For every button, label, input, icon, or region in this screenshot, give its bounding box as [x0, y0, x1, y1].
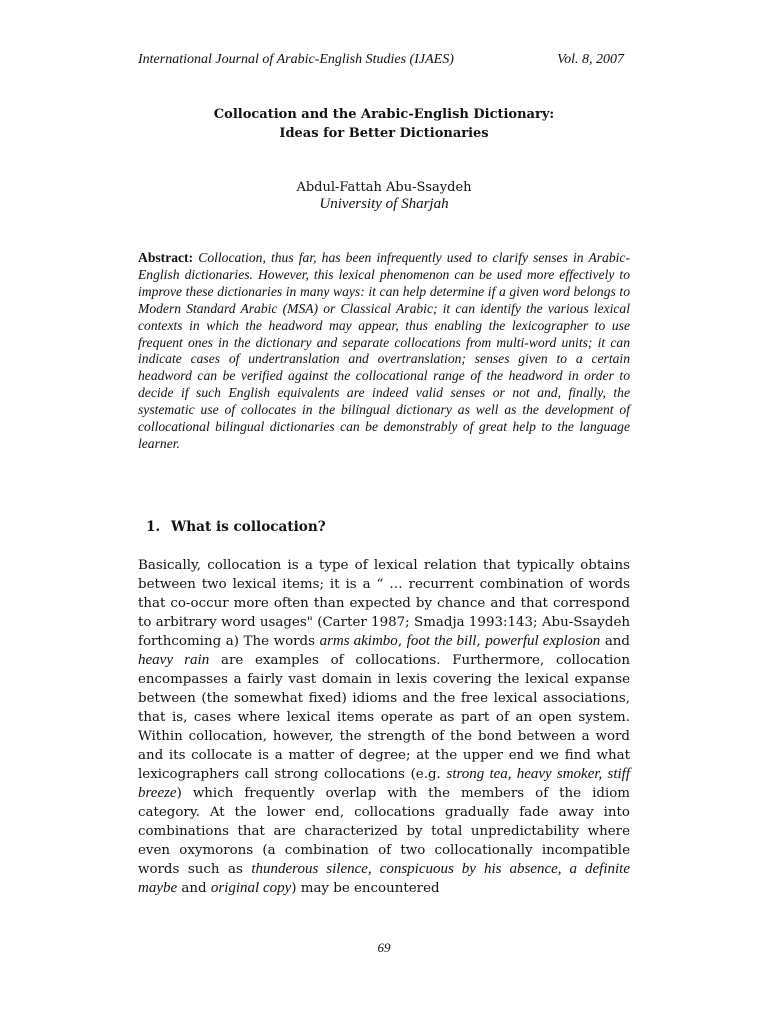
- body-paragraph: [138, 556, 630, 898]
- journal-name: International Journal of Arabic-English Studies (IJAES): [138, 52, 454, 67]
- section-heading: [146, 519, 326, 535]
- body-text: ) which frequently overlap with the members of the idiom category. At the lower end, collocations gradually fade away into combinations that are characterized by total unpredictability where even oxymorons (a combination of two collocationally incompatible words such as: [138, 786, 630, 877]
- author-affiliation: University of Sharjah: [319, 196, 449, 212]
- title-line-1: Collocation and the Arabic-English Dictionary:: [213, 107, 555, 122]
- article-title: [138, 105, 630, 143]
- body-text: Basically, collocation is a type of lexical relation that typically obtains between two lexical items; it is a “ … recurrent combination of words that co-occur more often than expected by chance and that correspond to arbitrary word usages" (Carter 1987; Smadja 1993:143; Abu-Ssaydeh forthcoming a) The words: [138, 558, 630, 649]
- abstract-label: Abstract:: [138, 250, 194, 265]
- author-name: Abdul-Fattah Abu-Ssaydeh: [296, 180, 472, 195]
- body-text: ,: [476, 634, 486, 649]
- page-number: 69: [377, 940, 391, 955]
- example-phrase: thunderous silence, conspicuous by his absence, a definite maybe: [138, 861, 630, 896]
- abstract: [138, 250, 630, 453]
- abstract-text: Collocation, thus far, has been infrequently used to clarify senses in Arabic-English dictionaries. However, this lexical phenomenon can be used more effectively to improve these dictionaries in many ways: it can help determine if a given word belongs to Modern Standard Arabic (MSA) or Classical Arabic; it can identify the various lexical contexts in which the headword may appear, thus enabling the lexicographer to use frequent ones in the dictionary and separate collocations from multi-word units; it can indicate cases of undertranslation and overtranslation; senses given to a certain headword can be verified against the collocational range of the headword in order to decide if such English equivalents are indeed valid senses or not and, finally, the systematic use of collocates in the bilingual dictionary as well as the development of collocational bilingual dictionaries can be demonstrably of great help to the language learner.: [138, 250, 630, 451]
- running-header: [138, 52, 624, 68]
- example-phrase: arms akimbo: [319, 633, 398, 649]
- example-phrase: original copy: [210, 880, 292, 896]
- example-phrase: powerful explosion: [485, 633, 601, 649]
- section-title: What is collocation?: [171, 519, 326, 535]
- example-phrase: heavy rain: [138, 652, 210, 668]
- body-text: and: [177, 881, 211, 896]
- volume-info: Vol. 8, 2007: [557, 52, 624, 67]
- example-phrase: foot the bill: [406, 633, 477, 649]
- body-text: ) may be encountered: [291, 881, 440, 896]
- body-text: ,: [397, 634, 407, 649]
- body-text: are examples of collocations. Furthermore, collocation encompasses a fairly vast domain in lexis covering the lexical expanse between (the somewhat fixed) idioms and the free lexical associations, that is, cases where lexical items operate as part of an open system. Within collocation, however, the strength of the bond between a word and its collocate is a matter of degree; at the upper end we find what lexicographers call strong collocations (e.g.: [138, 653, 630, 782]
- body-text: and: [600, 634, 630, 649]
- title-line-2: Ideas for Better Dictionaries: [279, 126, 489, 141]
- section-number: 1.: [146, 519, 161, 535]
- example-phrase: strong tea, heavy smoker, stiff breeze: [138, 766, 630, 801]
